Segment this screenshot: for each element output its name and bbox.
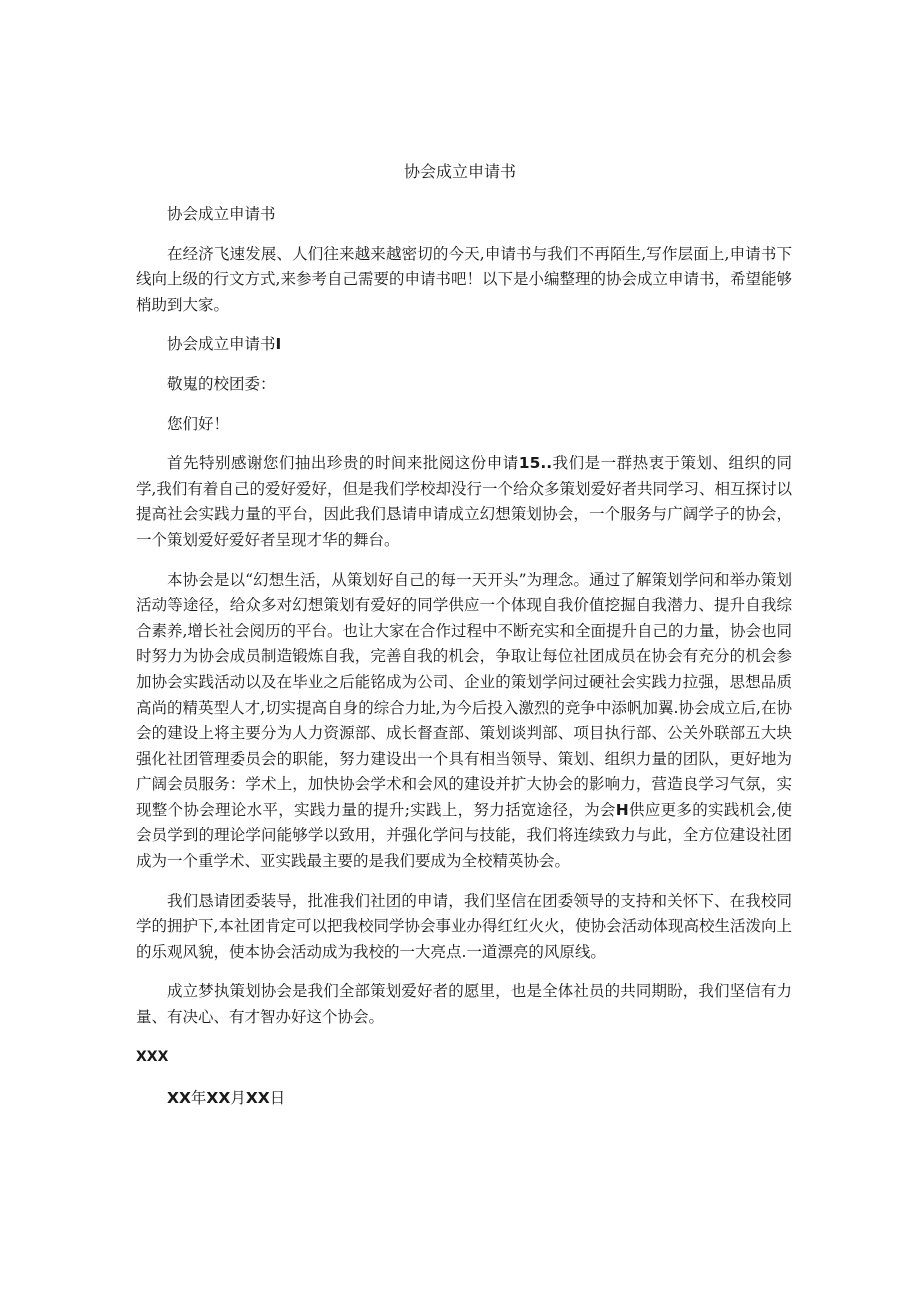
- section-heading-suffix: I: [275, 335, 282, 354]
- section-heading-text: 协会成立申请书: [167, 335, 276, 354]
- date-year-char: 年: [190, 1089, 207, 1108]
- date-day-char: 日: [269, 1089, 286, 1108]
- date-month-mark: XX: [206, 1089, 231, 1108]
- intro-paragraph: 在经济飞速发展、人们往来越来越密切的今天,申请书与我们不再陌生,写作层面上,申请书下线向上级的行文方式,来参考自己需要的申请书吧！以下是小编整理的协会成立申请书，希望能够梢助到大家。: [136, 244, 792, 314]
- salutation: 敬嵬的校团委：: [167, 374, 276, 393]
- body-paragraph-2: [136, 568, 792, 875]
- date-line: [136, 1086, 792, 1112]
- body-paragraph-4: 成立梦执策划协会是我们全部策划爱好者的愿里，也是全体社员的共同期盼，我们坚信有力量、有决心、有才智办好这个协会。: [136, 982, 792, 1027]
- body-paragraph-2-mark: H: [615, 800, 629, 819]
- body-paragraph-2-part-a: 本协会是以“幻想生活，从策划好自己的每一天开头”为理念。通过了解策划学问和举办策划活动等途径，给众多对幻想策划有爱好的同学供应一个体现自我价值挖掘自我潜力、提升自我综合素养,增长社会阅历的平台。也让大家在合作过程中不断充实和全面提升自己的力量，协会也同时努力为协会成员制造锻炼自我，完善自我的机会，争取让每位社团成员在协会有充分的机会参加协会实践活动以及在毕业之后能铭成为公司、企业的策划学问过硬社会实践力拉强，思想品质高尚的精英型人才,切实提高自身的综合力址,为今后投入激烈的竞争中添帆加翼.协会成立后,在协会的建设上将主要分为人力资源部、成长督查部、策划谈判部、项目执行部、公关外联部五大块强化社团管理委员会的职能，努力建设出一个具有相当领导、策划、组织力量的团队，更好地为广阔会员服务：学术上，加快协会学术和会风的建设并扩大协会的影响力，营造良学习气氛，实现整个协会理论水平，实践力量的提升;实践上，努力括宽途径，为会: [136, 570, 792, 819]
- body-paragraph-3: 我们恳请团委装导，批准我们社团的申请，我们坚信在团委领导的支持和关怀下、在我校同学的拥护下,本社团肯定可以把我校同学协会事业办得红红火火，使协会活动体现高校生活泼向上的乐观风貌，使本协会活动成为我校的一大亮点.一道漂亮的风原线。: [136, 891, 792, 961]
- body-paragraph-1-part-b: 我们是一群热衷于策划、组织的同学,我们有着自己的爱好爱好，但是我们学校却没行一个给众多策划爱好者共同学习、相互探讨以提高社会实践力量的平台，因此我们恳请申请成立幻想策划协会，一个服务与广阔学子的协会，一个策划爱好爱好者呈现才华的舞台。: [136, 454, 792, 549]
- body-paragraph-1-part-a: 首先特别感谢您们抽出珍贵的时间来批阅这份申请: [167, 454, 519, 473]
- date-month-char: 月: [230, 1089, 246, 1108]
- section-heading: [136, 332, 792, 358]
- document-body: [136, 202, 792, 1126]
- date-day-mark: XX: [245, 1089, 270, 1108]
- page-title: 协会成立申请书: [403, 162, 516, 181]
- body-paragraph-2-part-b: 供应更多的实践机会,使会员学到的理论学问能够学以致用，并强化学问与技能，我们将连续致力与此，全方位建设社团成为一个重学术、亚实践最主要的是我们要成为全校精英协会。: [136, 800, 792, 871]
- greeting: 您们好！: [167, 414, 230, 433]
- body-paragraph-1-number: 15..: [518, 454, 553, 473]
- subtitle-paragraph: 协会成立申请书: [167, 205, 276, 223]
- signature: XXX: [136, 1048, 169, 1065]
- body-paragraph-1: [136, 451, 792, 553]
- date-year-mark: XX: [167, 1089, 191, 1108]
